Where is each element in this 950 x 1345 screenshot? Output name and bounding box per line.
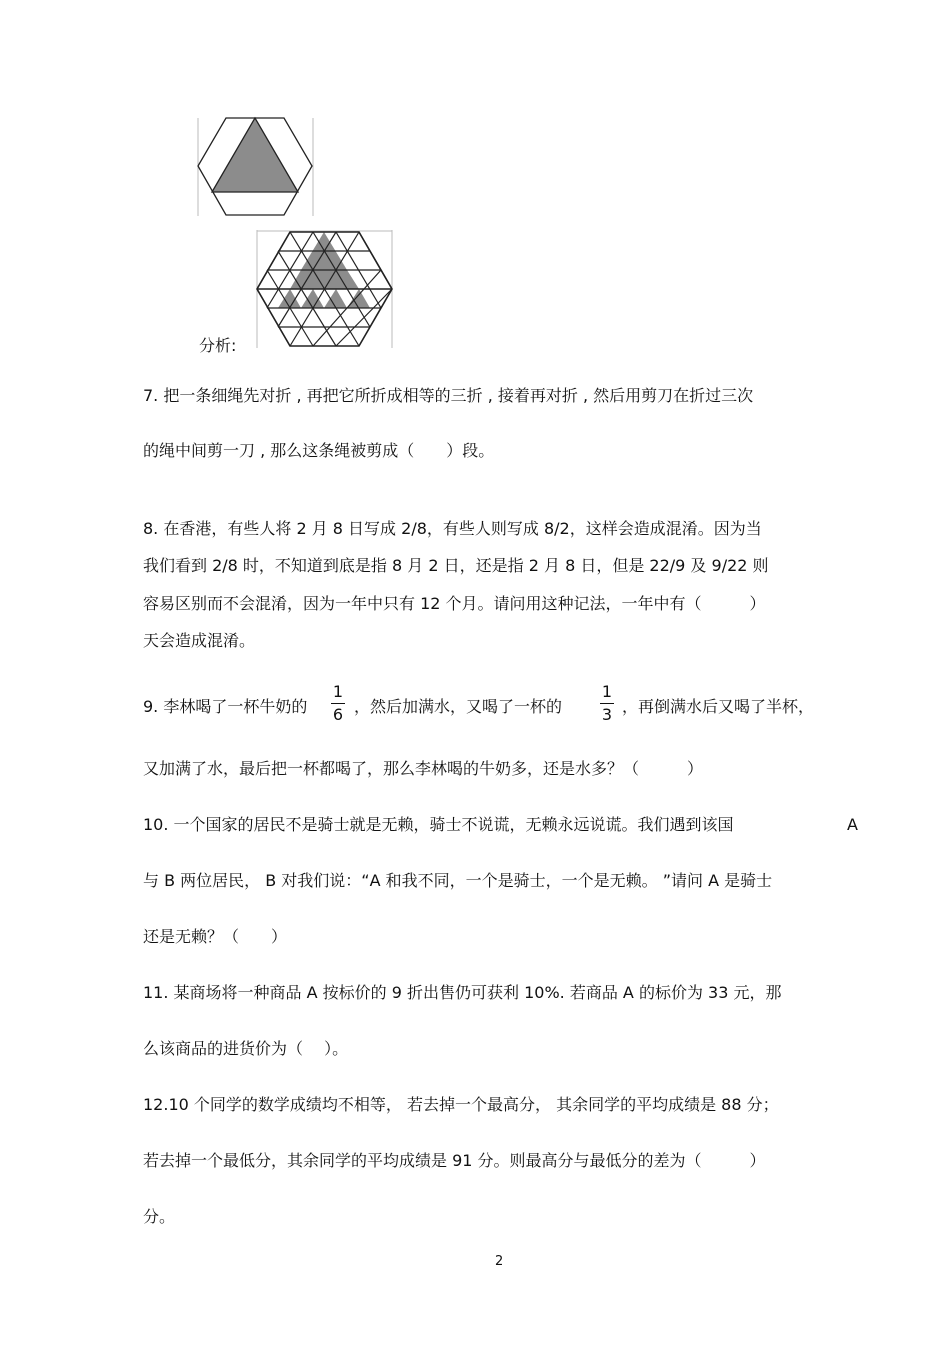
q9-fraction-1-numerator: 1 (332, 682, 344, 701)
q10-line-3: 还是无赖？（ ） (143, 927, 288, 946)
q12-line-3: 分。 (143, 1207, 176, 1226)
q9-part-2: ，然后加满水，又喝了一杯的 (354, 697, 563, 716)
q9-line-2: 又加满了水，最后把一杯都喝了，那么李林喝的牛奶多，还是水多？（ ） (143, 759, 704, 778)
q9-part-1: 9. 李林喝了一杯牛奶的 (143, 697, 308, 716)
q9-fraction-2-denominator: 3 (601, 705, 613, 724)
page-number: 2 (495, 1254, 504, 1269)
q11-line-1: 11. 某商场将一种商品 A 按标价的 9 折出售仍可获利 10%. 若商品 A 的标价为 33 元，那 (143, 983, 782, 1002)
analysis-label: 分析: (199, 336, 237, 355)
q11-line-2: 么该商品的进货价为（ ）。 (143, 1039, 349, 1058)
hexagon-grid-figure (255, 230, 395, 350)
q8-line-3: 容易区别而不会混淆，因为一年中只有 12 个月。请问用这种记法，一年中有（ ） (143, 594, 766, 613)
q12-line-2: 若去掉一个最低分，其余同学的平均成绩是 91 分。则最高分与最低分的差为（ ） (143, 1151, 766, 1170)
q9-fraction-1 (331, 683, 345, 724)
q12-line-1: 12.10 个同学的数学成绩均不相等， 若去掉一个最高分， 其余同学的平均成绩是 88 分； (143, 1095, 779, 1114)
q9-fraction-1-denominator: 6 (332, 705, 344, 724)
q8-line-2: 我们看到 2/8 时，不知道到底是指 8 月 2 日，还是指 2 月 8 日，但是 22/9 及 9/22 则 (143, 556, 769, 575)
q7-line-1: 7. 把一条细绳先对折 , 再把它所折成相等的三折 , 接着再对折 , 然后用剪刀在折过三次 (143, 386, 754, 405)
q7-line-2: 的绳中间剪一刀 , 那么这条绳被剪成（ ）段。 (143, 441, 495, 460)
q8-line-1: 8. 在香港，有些人将 2 月 8 日写成 2/8，有些人则写成 8/2，这样会造成混淆。因为当 (143, 519, 762, 538)
q10-line-1-end: A (847, 815, 858, 834)
hexagon-triangle-figure (196, 116, 316, 218)
q9-part-3: ，再倒满水后又喝了半杯， (622, 697, 815, 716)
q9-fraction-2-numerator: 1 (601, 682, 613, 701)
q10-line-2: 与 B 两位居民， B 对我们说：“A 和我不同，一个是骑士，一个是无赖。 ”请问 A 是骑士 (143, 871, 773, 890)
q8-line-4: 天会造成混淆。 (143, 631, 256, 650)
q10-line-1: 10. 一个国家的居民不是骑士就是无赖，骑士不说谎，无赖永远说谎。我们遇到该国 (143, 815, 734, 834)
q9-fraction-2 (600, 683, 614, 724)
